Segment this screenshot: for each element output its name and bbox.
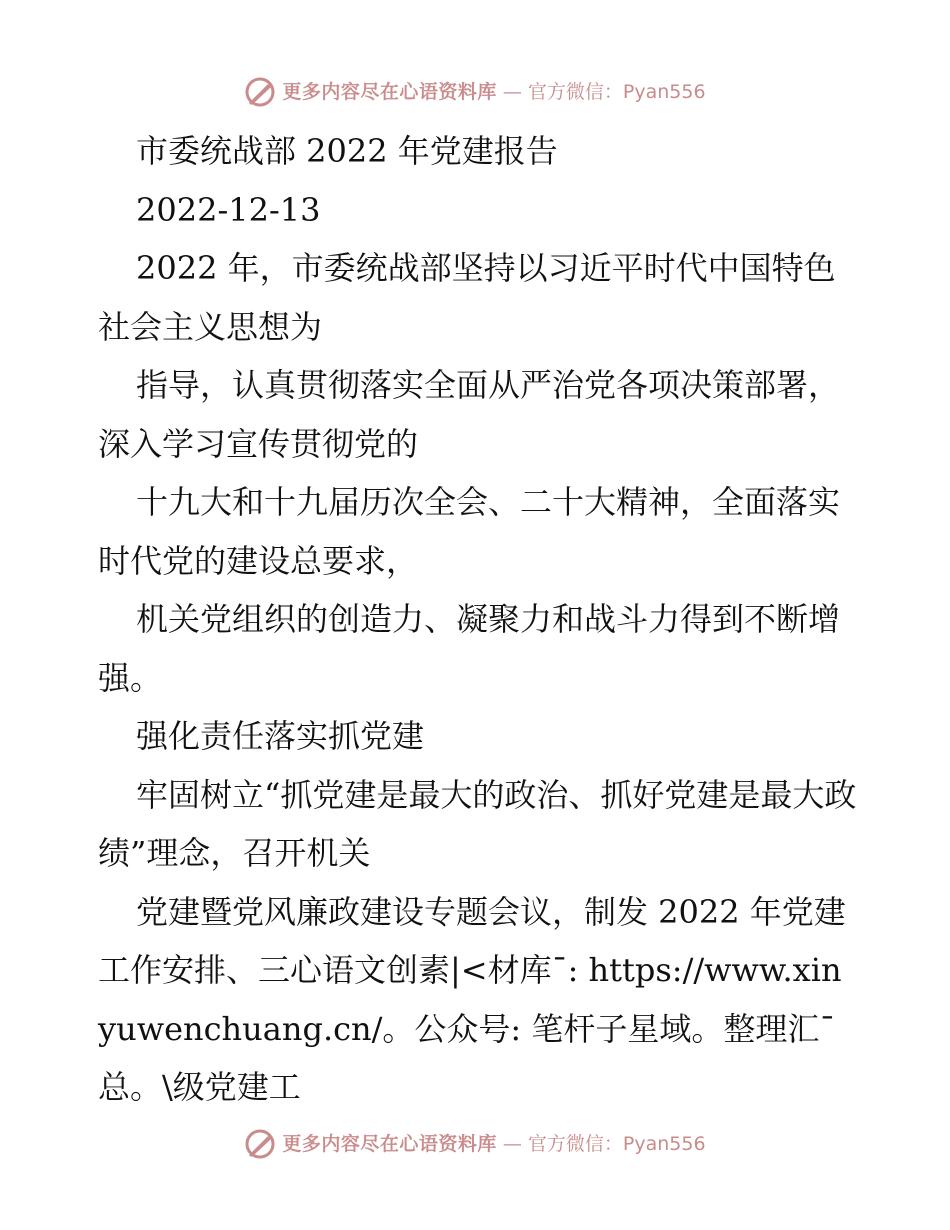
document-title: 市委统战部 2022 年党建报告 xyxy=(136,132,558,170)
paragraph: 党建暨党风廉政建设专题会议，制发 2022 年党建工作安排、三心语文创素|<材库¯: https://www.xinyuwenchuang.cn/。公众号: 笔杆子星域。整理汇¯总。\级党建工 xyxy=(98,892,846,1106)
quill-pen-seal-icon xyxy=(244,76,276,108)
footer-watermark xyxy=(0,1128,950,1160)
section-heading: 强化责任落实抓党建 xyxy=(136,717,425,755)
document-date: 2022-12-13 xyxy=(136,190,321,229)
paragraph: 牢固树立“抓党建是最大的政治、抓好党建是最大政绩”理念，召开机关 xyxy=(98,775,857,872)
quill-pen-seal-icon xyxy=(244,1128,276,1160)
watermark-contact: 官方微信：Pyan556 xyxy=(527,81,706,103)
paragraph: 指导，认真贯彻落实全面从严治党各项决策部署，深入学习宣传贯彻党的 xyxy=(98,366,841,463)
document-body xyxy=(98,122,858,1117)
header-watermark xyxy=(0,76,950,108)
paragraph: 十九大和十九届历次全会、二十大精神，全面落实时代党的建设总要求， xyxy=(98,483,841,580)
watermark-title: 更多内容尽在心语资料库 xyxy=(282,1133,497,1155)
watermark-separator: — xyxy=(502,81,522,103)
watermark-separator: — xyxy=(502,1133,522,1155)
watermark-contact: 官方微信：Pyan556 xyxy=(527,1133,706,1155)
paragraph: 2022 年，市委统战部坚持以习近平时代中国特色社会主义思想为 xyxy=(98,249,836,346)
paragraph: 机关党组织的创造力、凝聚力和战斗力得到不断增强。 xyxy=(98,600,841,697)
watermark-title: 更多内容尽在心语资料库 xyxy=(282,81,497,103)
